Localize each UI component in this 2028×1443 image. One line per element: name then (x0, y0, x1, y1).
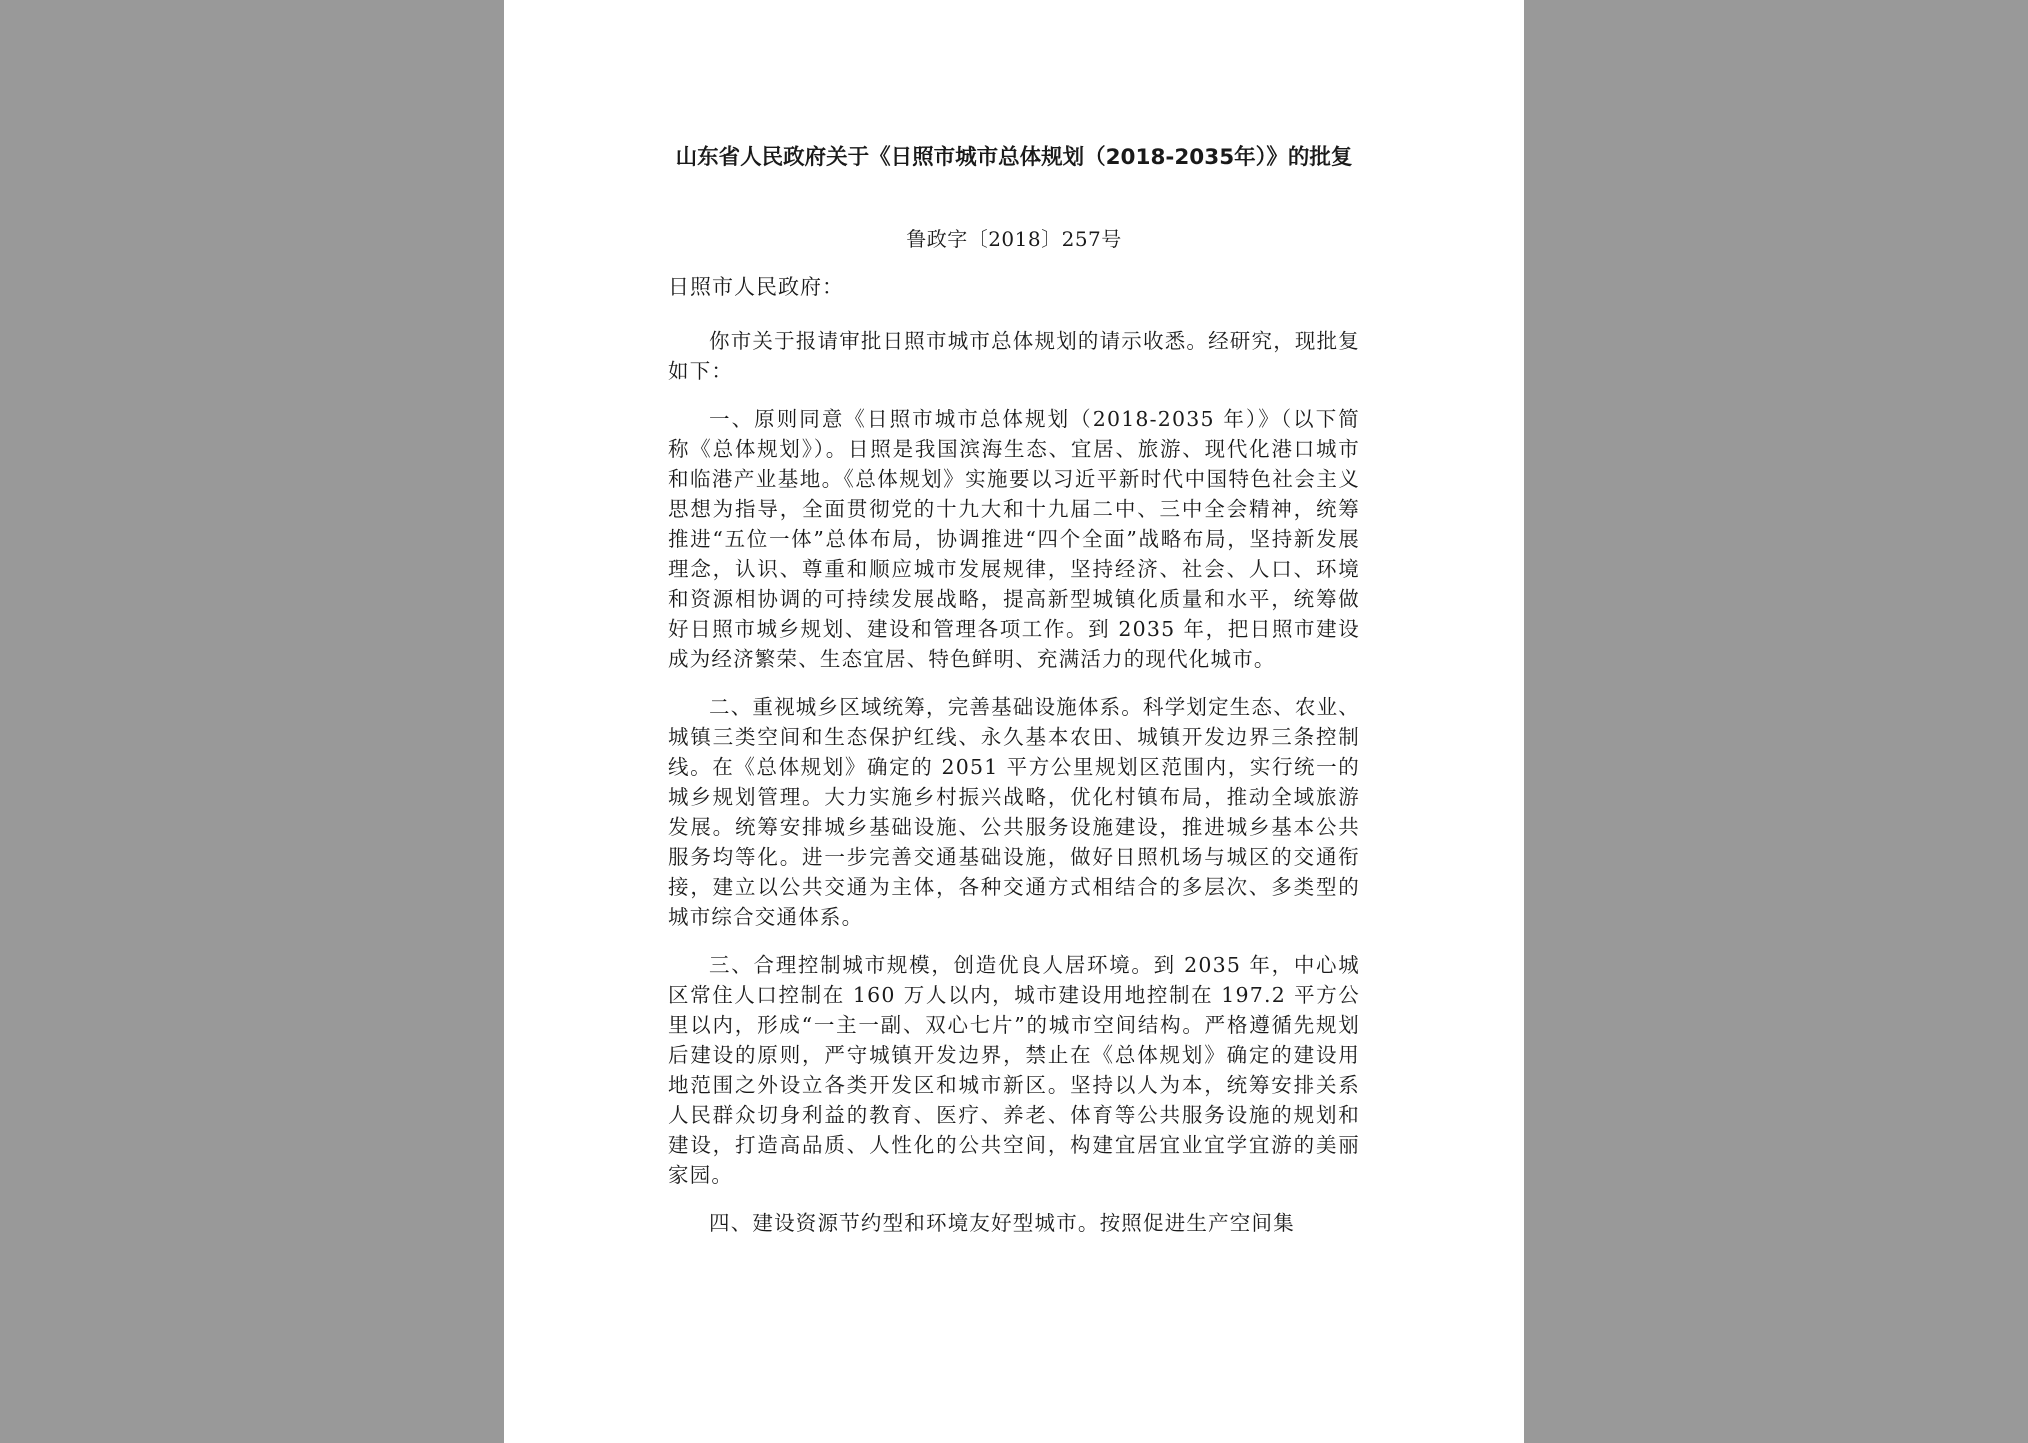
paragraph-item-2: 二、重视城乡区域统筹，完善基础设施体系。科学划定生态、农业、城镇三类空间和生态保护红线、永久基本农田、城镇开发边界三条控制线。在《总体规划》确定的 2051 平方公里规划区范围内，实行统一的城乡规划管理。大力实施乡村振兴战略，优化村镇布局，推动全域旅游发展。统筹安排城乡基础设施、公共服务设施建设，推进城乡基本公共服务均等化。进一步完善交通基础设施，做好日照机场与城区的交通衔接，建立以公共交通为主体，各种交通方式相结合的多层次、多类型的城市综合交通体系。 (668, 695, 1360, 929)
document-page (504, 0, 1524, 1443)
paragraph-item-3: 三、合理控制城市规模，创造优良人居环境。到 2035 年，中心城区常住人口控制在 160 万人以内，城市建设用地控制在 197.2 平方公里以内，形成“一主一副、双心七片”的城市空间结构。严格遵循先规划后建设的原则，严守城镇开发边界，禁止在《总体规划》确定的建设用地范围之外设立各类开发区和城市新区。坚持以人为本，统筹安排关系人民群众切身利益的教育、医疗、养老、体育等公共服务设施的规划和建设，打造高品质、人性化的公共空间，构建宜居宜业宜学宜游的美丽家园。 (668, 953, 1360, 1187)
paragraph-item-1: 一、原则同意《日照市城市总体规划（2018-2035 年）》（以下简称《总体规划》）。日照是我国滨海生态、宜居、旅游、现代化港口城市和临港产业基地。《总体规划》实施要以习近平新时代中国特色社会主义思想为指导，全面贯彻党的十九大和十九届二中、三中全会精神，统筹推进“五位一体”总体布局，协调推进“四个全面”战略布局，坚持新发展理念，认识、尊重和顺应城市发展规律，坚持经济、社会、人口、环境和资源相协调的可持续发展战略，提高新型城镇化质量和水平，统筹做好日照市城乡规划、建设和管理各项工作。到 2035 年，把日照市建设成为经济繁荣、生态宜居、特色鲜明、充满活力的现代化城市。 (668, 407, 1360, 671)
paragraph-intro: 你市关于报请审批日照市城市总体规划的请示收悉。经研究，现批复如下： (668, 329, 1360, 383)
document-number: 鲁政字〔2018〕257号 (906, 227, 1122, 251)
paragraph-item-4: 四、建设资源节约型和环境友好型城市。按照促进生产空间集 (709, 1211, 1295, 1235)
document-title: 山东省人民政府关于《日照市城市总体规划（2018-2035年）》的批复 (675, 145, 1353, 170)
addressee: 日照市人民政府： (668, 275, 844, 299)
